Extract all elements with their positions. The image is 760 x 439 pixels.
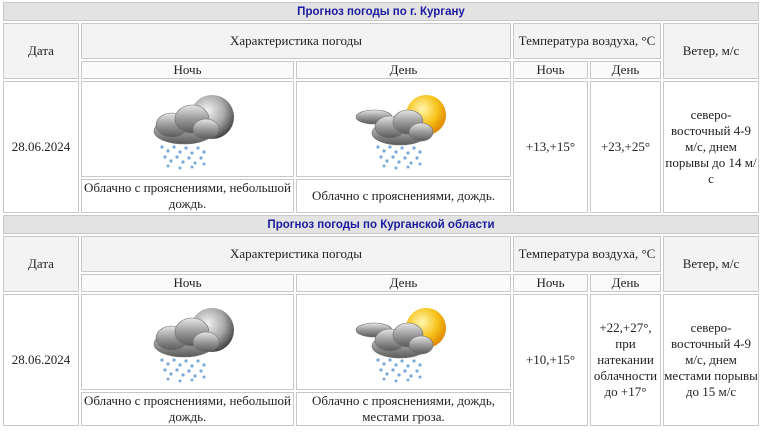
temp-day-value: +22,+27°, при натекании облачности до +17°: [590, 294, 661, 426]
cloud-rain-sun-icon: [344, 300, 464, 384]
night-icon-cell: [81, 294, 294, 390]
forecast-date: 28.06.2024: [3, 81, 79, 213]
header-weather: Характеристика погоды: [81, 236, 511, 272]
header-wind: Ветер, м/с: [663, 236, 759, 292]
forecast-date: 28.06.2024: [3, 294, 79, 426]
header-temp-day: День: [590, 61, 661, 79]
header-weather: Характеристика погоды: [81, 23, 511, 59]
header-date: Дата: [3, 236, 79, 292]
header-temp-night: Ночь: [513, 274, 588, 292]
cloud-rain-sun-icon: [344, 87, 464, 171]
forecast-table: [1, 0, 760, 428]
header-weather-night: Ночь: [81, 274, 294, 292]
wind-value: северо-восточный 4-9 м/с, днем местами порывы до 15 м/с: [663, 294, 759, 426]
temp-day-value: +23,+25°: [590, 81, 661, 213]
night-description: Облачно с прояснениями, небольшой дождь.: [81, 392, 294, 426]
header-temp-day: День: [590, 274, 661, 292]
header-temp-night: Ночь: [513, 61, 588, 79]
section-title: Прогноз погоды по Курганской области: [3, 215, 759, 234]
day-description: Облачно с прояснениями, дождь, местами гроза.: [296, 392, 511, 426]
section-title: Прогноз погоды по г. Кургану: [3, 2, 759, 21]
night-description: Облачно с прояснениями, небольшой дождь.: [81, 179, 294, 213]
header-date: Дата: [3, 23, 79, 79]
cloud-rain-moon-icon: [128, 87, 248, 171]
day-description: Облачно с прояснениями, дождь.: [296, 179, 511, 213]
section-title-row: [3, 215, 759, 234]
header-weather-day: День: [296, 274, 511, 292]
night-icon-cell: [81, 81, 294, 177]
header-temperature: Температура воздуха, °C: [513, 236, 661, 272]
header-weather-day: День: [296, 61, 511, 79]
section-title-row: [3, 2, 759, 21]
day-icon-cell: [296, 81, 511, 177]
cloud-rain-moon-icon: [128, 300, 248, 384]
header-weather-night: Ночь: [81, 61, 294, 79]
temp-night-value: +10,+15°: [513, 294, 588, 426]
header-wind: Ветер, м/с: [663, 23, 759, 79]
day-icon-cell: [296, 294, 511, 390]
temp-night-value: +13,+15°: [513, 81, 588, 213]
header-temperature: Температура воздуха, °C: [513, 23, 661, 59]
wind-value: северо-восточный 4-9 м/с, днем порывы до 14 м/с: [663, 81, 759, 213]
